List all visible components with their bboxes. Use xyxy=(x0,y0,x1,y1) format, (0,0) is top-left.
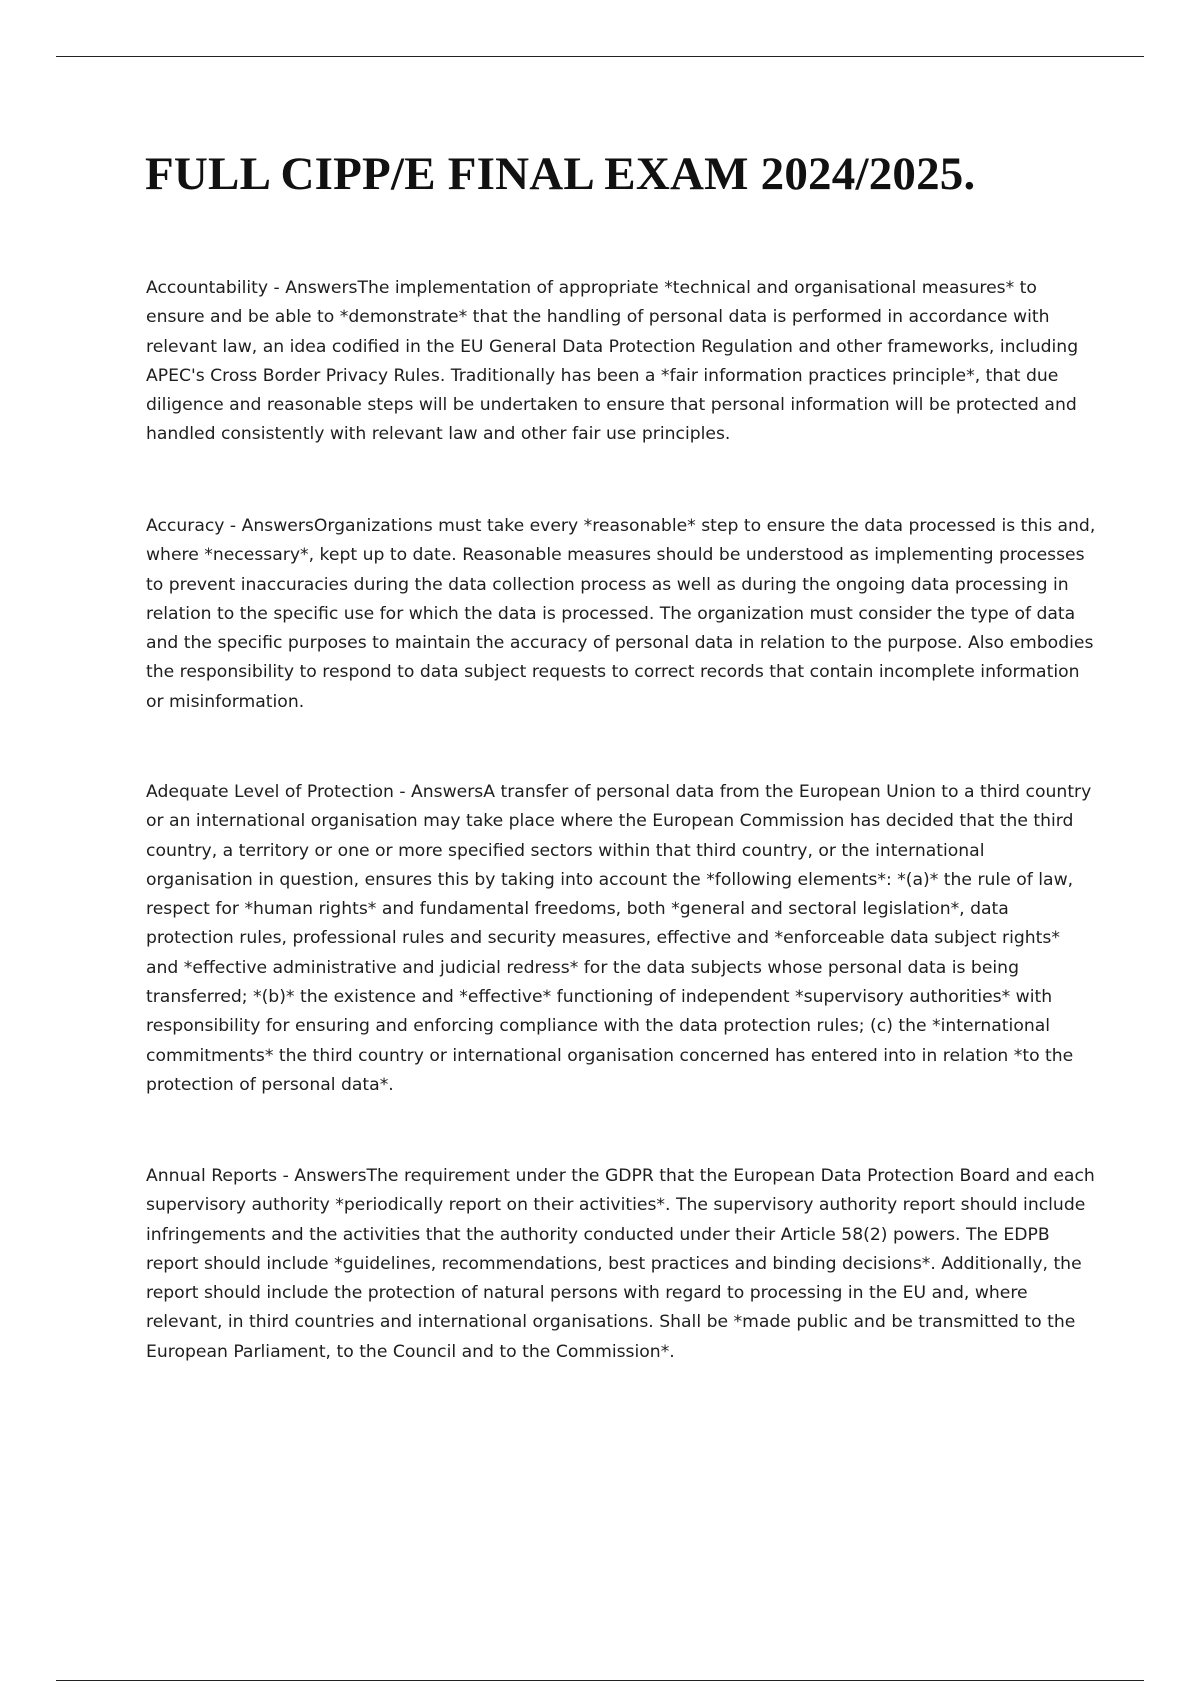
flashcard-entry xyxy=(146,778,1096,1100)
flashcard-entry xyxy=(146,274,1096,450)
entry-separator: - Answers xyxy=(393,782,484,802)
entry-answer: The implementation of appropriate *technical and organisational measures* to ensure and be able to *demonstrate* that the handling of personal data is performed in accordance with relevant law, an idea codified in the EU General Data Protection Regulation and other frameworks, including APEC's Cross Border Privacy Rules. Traditionally has been a *fair information practices principle*, that due diligence and reasonable steps will be undertaken to ensure that personal information will be protected and handled consistently with relevant law and other fair use principles. xyxy=(146,278,1079,445)
document-title: FULL CIPP/E FINAL EXAM 2024/2025. xyxy=(145,148,976,200)
top-divider xyxy=(56,56,1144,57)
entry-answer: Organizations must take every *reasonable* step to ensure the data processed is this and, where *necessary*, kept up to date. Reasonable measures should be understood as implementing processes to prevent inaccuracies during the data collection process as well as during the ongoing data processing in relation to the specific use for which the data is processed. The organization must consider the type of data and the specific purposes to maintain the accuracy of personal data in relation to the purpose. Also embodies the responsibility to respond to data subject requests to correct records that contain incomplete information or misinformation. xyxy=(146,516,1096,712)
entry-separator: - Answers xyxy=(277,1166,367,1186)
entry-answer: A transfer of personal data from the European Union to a third country or an international organisation may take place where the European Commission has decided that the third country, a territory or one or more specified sectors within that third country, or the international organisation in question, ensures this by taking into account the *following elements*: *(a)* the rule of law, respect for *human rights* and fundamental freedoms, both *general and sectoral legislation*, data protection rules, professional rules and security measures, effective and *enforceable data subject rights* and *effective administrative and judicial redress* for the data subjects whose personal data is being transferred; *(b)* the existence and *effective* functioning of independent *supervisory authorities* with responsibility for ensuring and enforcing compliance with the data protection rules; (c) the *international commitments* the third country or international organisation concerned has entered into in relation *to the protection of personal data*. xyxy=(146,782,1092,1095)
entry-term: Accuracy xyxy=(146,516,225,536)
entry-term: Accountability xyxy=(146,278,269,298)
bottom-divider xyxy=(56,1680,1144,1681)
entry-term: Annual Reports xyxy=(146,1166,278,1186)
entry-term: Adequate Level of Protection xyxy=(146,782,394,802)
entry-separator: - Answers xyxy=(224,516,314,536)
flashcard-entry xyxy=(146,512,1096,717)
flashcard-entry xyxy=(146,1162,1096,1367)
entry-answer: The requirement under the GDPR that the European Data Protection Board and each supervisory authority *periodically report on their activities*. The supervisory authority report should include infringements and the activities that the authority conducted under their Article 58(2) powers. The EDPB report should include *guidelines, recommendations, best practices and binding decisions*. Additionally, the report should include the protection of natural persons with regard to processing in the EU and, where relevant, in third countries and international organisations. Shall be *made public and be transmitted to the European Parliament, to the Council and to the Commission*. xyxy=(146,1166,1095,1362)
entry-separator: - Answers xyxy=(268,278,358,298)
